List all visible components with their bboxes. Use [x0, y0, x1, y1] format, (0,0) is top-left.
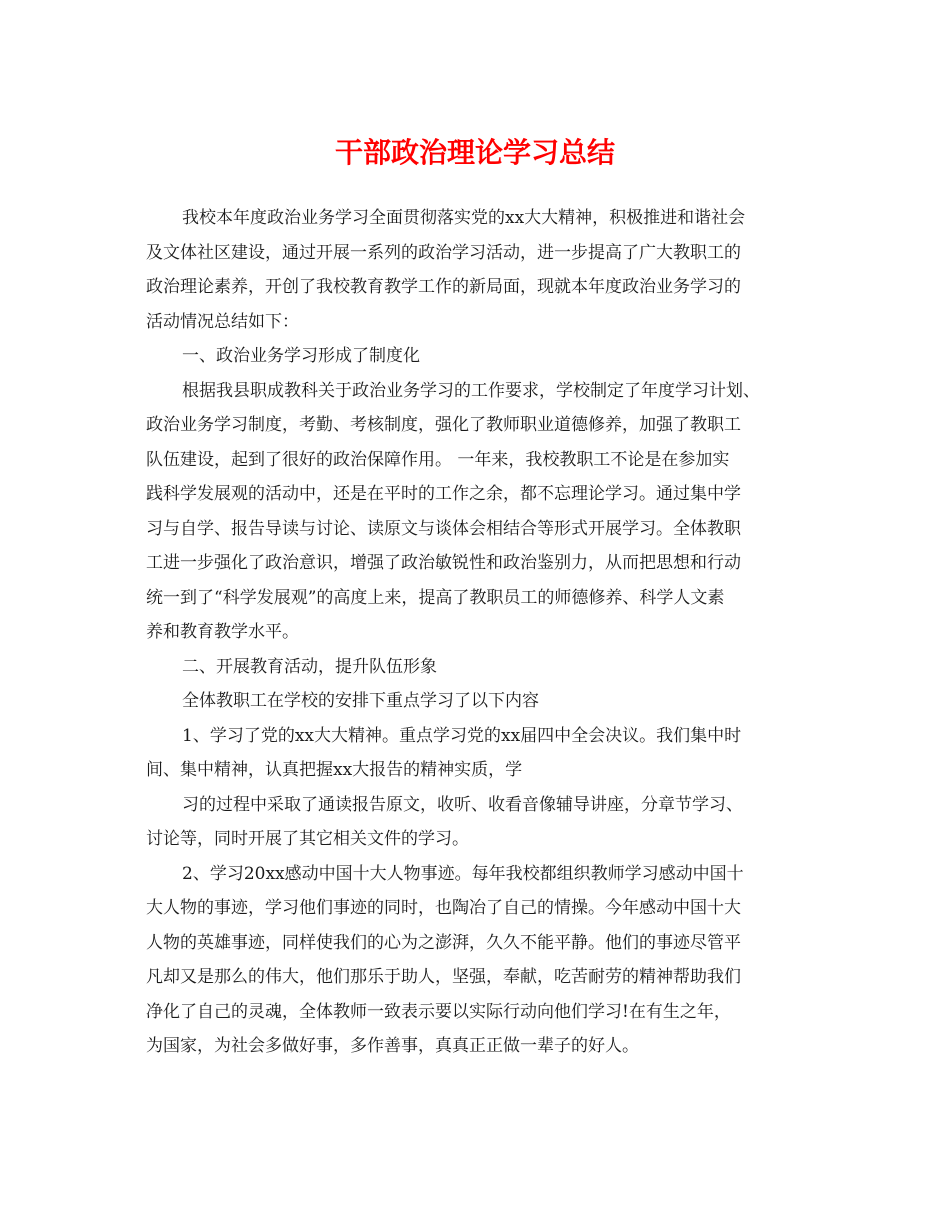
text-line: 讨论等，同时开展了其它相关文件的学习。 [146, 829, 469, 849]
text-line: 政治理论素养，开创了我校教育教学工作的新局面，现就本年度政治业务学习的 [146, 277, 741, 297]
text-line: 凡却又是那么的伟大，他们那乐于助人，坚强，奉献，吃苦耐劳的精神帮助我们 [146, 967, 741, 987]
text-line: 2、学习20xx感动中国十大人物事迹。每年我校都组织教师学习感动中国十 [182, 863, 744, 884]
text-line: 全体教职工在学校的安排下重点学习了以下内容 [182, 691, 539, 711]
text-line: 为国家，为社会多做好事，多作善事，真真正正做一辈子的好人。 [146, 1036, 639, 1056]
text-line: 习与自学、报告导读与讨论、读原文与谈体会相结合等形式开展学习。全体教职 [146, 518, 741, 539]
text-line: 工进一步强化了政治意识，增强了政治敏锐性和政治鉴别力，从而把思想和行动 [146, 553, 741, 573]
text-line: 队伍建设，起到了很好的政治保障作用。 一年来，我校教职工不论是在参加实 [146, 449, 730, 470]
text-line: 1、学习了党的xx大大精神。重点学习党的xx届四中全会决议。我们集中时 [182, 725, 742, 746]
text-line: 人物的英雄事迹，同样使我们的心为之澎湃，久久不能平静。他们的事迹尽管平 [146, 932, 741, 953]
text-line: 间、集中精神，认真把握xx大报告的精神实质，学 [146, 760, 523, 780]
text-line: 养和教育教学水平。 [146, 622, 299, 642]
text-line: 根据我县职成教科关于政治业务学习的工作要求，学校制定了年度学习计划、 [182, 380, 760, 401]
text-line: 净化了自己的灵魂，全体教师一致表示要以实际行动向他们学习!在有生之年， [146, 1001, 731, 1022]
text-line: 及文体社区建设，通过开展一系列的政治学习活动，进一步提高了广大教职工的 [146, 242, 741, 263]
text-line: 二、开展教育活动，提升队伍形象 [182, 656, 437, 677]
text-line: 统一到了“科学发展观”的高度上来，提高了教职员工的师德修养、科学人文素 [146, 587, 725, 608]
text-line: 活动情况总结如下： [146, 311, 299, 332]
text-line: 践科学发展观的活动中，还是在平时的工作之余，都不忘理论学习。通过集中学 [146, 484, 741, 504]
document-title: 干部政治理论学习总结 [334, 136, 615, 169]
text-line: 习的过程中采取了通读报告原文，收听、收看音像辅导讲座，分章节学习、 [182, 794, 743, 815]
document-body [146, 201, 816, 1064]
text-line: 政治业务学习制度，考勤、考核制度，强化了教师职业道德修养，加强了教职工 [146, 415, 741, 435]
text-line: 大人物的事迹，学习他们事迹的同时，也陶冶了自己的情操。今年感动中国十大 [146, 898, 741, 918]
text-line: 一、政治业务学习形成了制度化 [182, 346, 420, 366]
text-line: 我校本年度政治业务学习全面贯彻落实党的xx大大精神，积极推进和谐社会 [182, 208, 746, 228]
